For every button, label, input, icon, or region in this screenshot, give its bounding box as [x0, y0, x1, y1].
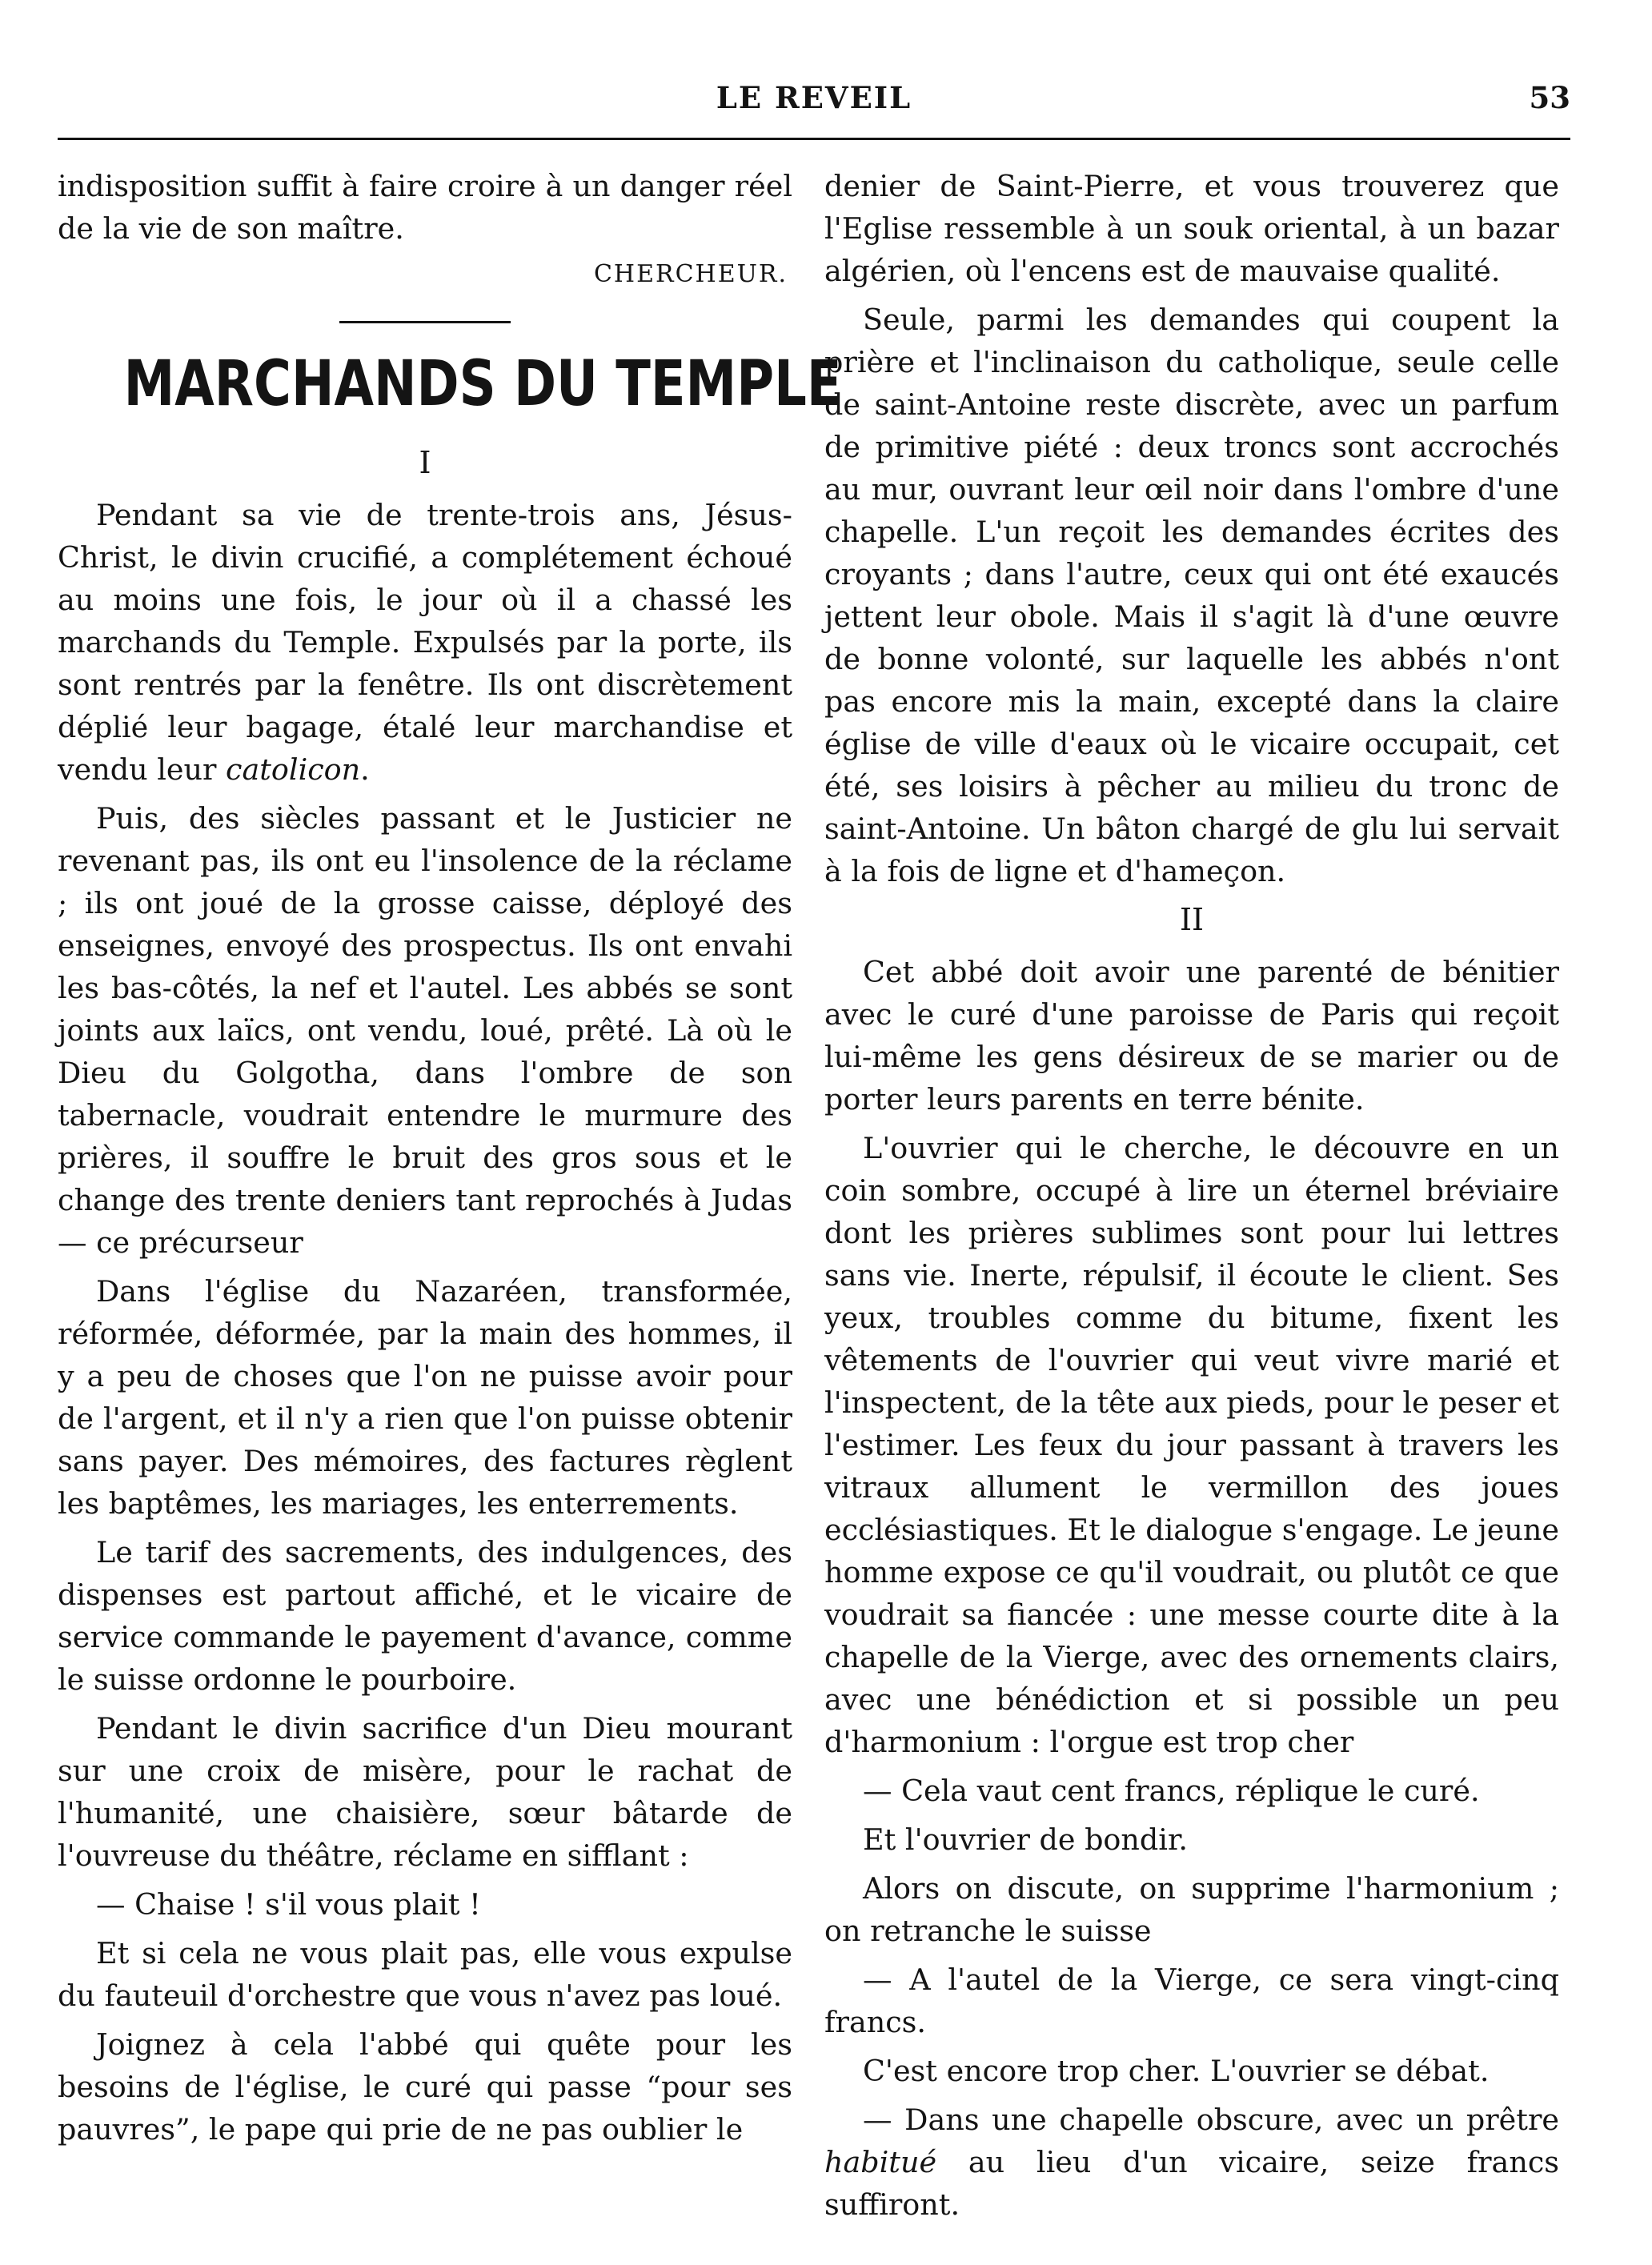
paragraph: Et l'ouvrier de bondir. [863, 1822, 1188, 1857]
paragraph: Seule, parmi les demandes qui coupent la prière et l'inclinaison du catholique, seule celle de saint-Antoine reste discrète, avec un parfum de primitive piété : deux troncs sont accrochés au mur, ouvrant leur œil noir dans l'ombre d'une chapelle. L'un reçoit les demandes écrites des croyants ; dans l'autre, ceux qui ont été exaucés jettent leur obole. Mais il s'agit là d'une œuvre de bonne volonté, sur laquelle les abbés n'ont pas encore mis la main, excepté dans la claire église de ville d'eaux où le vicaire occupait, cet été, ses loisirs à pêcher au milieu du tronc de saint-Antoine. Un bâton chargé de glu lui servait à la fois de ligne et d'hameçon. [824, 303, 1559, 888]
paragraph: — A l'autel de la Vierge, ce sera vingt-cinq francs. [824, 1962, 1559, 2039]
paragraph: Dans l'église du Nazaréen, transformée, réformée, déformée, par la main des hommes, il y a peu de choses que l'on ne puisse avoir pour de l'argent, et il n'y a rien que l'on puisse obtenir sans payer. Des mémoires, des factures règlent les baptêmes, les mariages, les enterrements. [58, 1274, 792, 1521]
article-title: MARCHANDS DU TEMPLE [123, 348, 842, 420]
paragraph: Joignez à cela l'abbé qui quête pour les besoins de l'église, le curé qui passe “pour ses pauvres”, le pape qui prie de ne pas oublier le [58, 2027, 792, 2147]
author-signature: CHERCHEUR. [593, 260, 788, 288]
paragraph: L'ouvrier qui le cherche, le découvre en un coin sombre, occupé à lire un éternel bréviaire dont les prières sublimes sont pour lui lettres sans vie. Inerte, répulsif, il écoute le client. Ses yeux, troubles comme du bitume, fixent les vêtements de l'ouvrier qui veut vivre marié et l'inspectent, de la tête aux pieds, pour le peser et l'estimer. Les feux du jour passant à travers les vitraux allument le vermillon des joues ecclésiastiques. Et le dialogue s'engage. Le jeune homme expose ce qu'il voudrait, ou plutôt ce que voudrait sa fiancée : une messe courte dite à la chapelle de la Vierge, avec des ornements clairs, avec une bénédiction et si possible un peu d'harmonium : l'orgue est trop cher [824, 1131, 1559, 1759]
previous-article-ending: indisposition suffit à faire croire à un danger réel de la vie de son maître. [58, 169, 792, 246]
paragraph: Alors on discute, on supprime l'harmonium ; on retranche le suisse [824, 1871, 1559, 1948]
paragraph: — Chaise ! s'il vous plait ! [96, 1887, 481, 1922]
section-numeral-2: II [1179, 902, 1205, 937]
paragraph: — Dans une chapelle obscure, avec un prêtre habitué au lieu d'un vicaire, seize francs suffiront. [824, 2103, 1559, 2222]
paragraph: Puis, des siècles passant et le Justicier ne revenant pas, ils ont eu l'insolence de la réclame ; ils ont joué de la grosse caisse, déployé des enseignes, envoyé des prospectus. Ils ont envahi les bas-côtés, la nef et l'autel. Les abbés se sont joints aux laïcs, ont vendu, loué, prêté. Là où le Dieu du Golgotha, dans l'ombre de son tabernacle, voudrait entendre le murmure des prières, il souffre le bruit des gros sous et le change des trente deniers tant reprochés à Judas — ce précurseur [58, 801, 792, 1260]
paragraph: Le tarif des sacrements, des indulgences, des dispenses est partout affiché, et le vicaire de service commande le payement d'avance, comme le suisse ordonne le pourboire. [58, 1535, 792, 1697]
paragraph: Cet abbé doit avoir une parenté de bénitier avec le curé d'une paroisse de Paris qui reçoit lui-même les gens désireux de se marier ou de porter leurs parents en terre bénite. [824, 955, 1559, 1116]
paragraph-continuation: denier de Saint-Pierre, et vous trouverez que l'Eglise ressemble à un souk oriental, à un bazar algérien, où l'encens est de mauvaise qualité. [824, 169, 1559, 288]
left-column [58, 165, 842, 2157]
paragraph: Pendant le divin sacrifice d'un Dieu mourant sur une croix de misère, pour le rachat de l'humanité, une chaisière, sœur bâtarde de l'ouvreuse du théâtre, réclame en sifflant : [58, 1711, 792, 1873]
italic-word: catolicon [226, 752, 361, 787]
page-header [58, 80, 1570, 131]
italic-word: habitué [824, 2145, 937, 2179]
right-column [824, 165, 1559, 2232]
paragraph: Et si cela ne vous plait pas, elle vous expulse du fauteuil d'orchestre que vous n'avez pas loué. [58, 1936, 792, 2013]
article-separator [339, 321, 511, 323]
paragraph: C'est encore trop cher. L'ouvrier se débat. [863, 2054, 1490, 2088]
running-title: LE REVEIL [716, 80, 912, 115]
page-number: 53 [1529, 80, 1570, 115]
section-numeral-1: I [419, 445, 431, 480]
paragraph: Pendant sa vie de trente-trois ans, Jésus-Christ, le divin crucifié, a complétement échoué au moins une fois, le jour où il a chassé les marchands du Temple. Expulsés par la porte, ils sont rentrés par la fenêtre. Ils ont discrètement déplié leur bagage, étalé leur marchandise et vendu leur catolicon. [58, 498, 792, 787]
header-rule [58, 138, 1570, 140]
paragraph: — Cela vaut cent francs, réplique le curé. [863, 1774, 1480, 1808]
